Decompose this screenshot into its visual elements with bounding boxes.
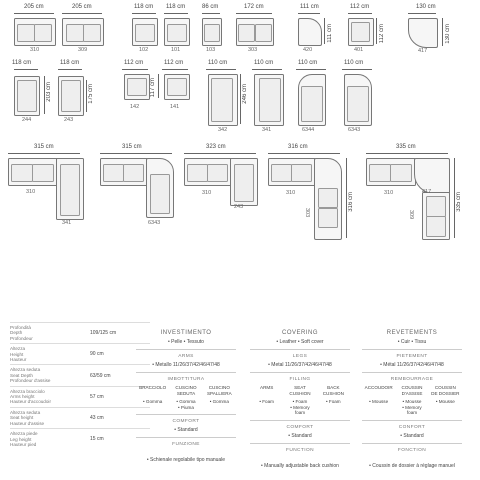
module-102 [132,4,156,56]
spec-row-seat-depth: Altezza seduta Seat Depth Profondeur d'assise 63/59 cm [10,364,150,385]
module-142 [122,60,152,116]
module-code: 243 [234,204,244,210]
module-code: 417 [418,48,428,54]
module-code: 341 [262,127,272,133]
module-code: 420 [303,47,313,53]
function-header: FONCTION [397,447,427,453]
depth-dimension: 246 cm [242,84,248,104]
module-code: 310 [202,190,212,196]
module-103 [202,4,220,56]
composition-310-341 [8,144,94,230]
width-dimension: 205 cm [24,4,44,10]
composition-310-417-309 [366,144,470,240]
width-dimension: 172 cm [244,4,264,10]
module-code: 243 [64,117,74,123]
module-code: 244 [22,117,32,123]
width-dimension: 112 cm [124,60,144,66]
module-303 [236,4,272,56]
width-dimension: 112 cm [164,60,184,66]
width-dimension: 112 cm [350,4,370,10]
module-code: 310 [384,190,394,196]
module-code: 6343 [148,220,161,226]
module-141 [150,60,196,116]
width-dimension: 316 cm [288,144,308,150]
width-dimension: 118 cm [134,4,154,10]
corner-sofa-sketch [298,18,322,46]
module-101 [164,4,188,56]
spec-row-height: Altezza Height Hauteur 90 cm [10,343,150,364]
module-code: 309 [78,47,88,53]
comfort-header: CONFORT [398,424,426,430]
filling-labels: BRACCIOLO CUSCINO SEDUTA CUSCINO SPALLIERA [139,385,232,396]
width-dimension: 315 cm [34,144,54,150]
filling-header: FILLING [289,377,311,382]
module-code: 6343 [348,127,361,133]
covering-header: REVETEMENTS [386,330,438,336]
spec-column-french: REVETEMENTS • Cuir • Tissu PIETEMENT • Métal 11/26/37/42/46/47/48 REMBOURRAGE ACCOUDOIR COUSSIN D'ASSISE COUSSIN DE DOSSIER • Mousse • Mousse • Memory foam • Mousse CONFORT • Standard FONCTION • Coussin de dossier à réglage manuel [362,330,462,469]
module-342 [206,60,246,136]
depth-dimension: 175 cm [88,84,94,104]
function-header: FUNZIONE [172,442,200,448]
width-dimension: 110 cm [254,60,274,66]
spec-column-italian: INVESTIMENTO • Pelle • Tessuto ARMS • Metallo 11/26/37/42/46/47/48 IMBOTTITURA BRACCIOLO CUSCINO SEDUTA CUSCINO SPALLIERA • Gomma • Gomma • Piuma • Gomma COMFORT • Standard FUNZIONE • Schienale regolabile tipo manuale [136,330,236,463]
module-code: 101 [171,47,181,53]
width-dimension: 110 cm [298,60,318,66]
depth-dimension: 316 cm [348,192,354,212]
composition-310-303 [268,144,358,240]
width-dimension: 315 cm [122,144,142,150]
filling-values: • Foam • Foam • Memory foam • Foam [259,399,341,416]
comfort-header: COMFORT [286,424,314,430]
composition-6343 [100,144,180,230]
module-341 [252,60,286,136]
composition-310-243 [184,144,260,230]
module-420 [298,4,340,56]
depth-dimension: 111 cm [327,24,333,43]
module-code: 303 [248,47,258,53]
width-dimension: 118 cm [12,60,32,66]
module-code: 102 [139,47,149,53]
filling-header: IMBOTTITURA [167,377,205,382]
module-code: 141 [170,104,180,110]
module-code: 310 [26,189,36,195]
filling-labels: ARMS SEAT CUSHION BACK CUSHION [260,385,344,396]
module-code: 310 [30,47,40,53]
function-header: FUNCTION [286,447,314,453]
legs-header: ARMS [178,354,194,359]
spec-column-english: COVERING • Leather • Soft cover LEGS • Metal 11/26/37/42/46/47/48 FILLING ARMS SEAT CUSHION BACK CUSHION • Foam • Foam • Memory foam • Foam COMFORT • Standard FUNCTION • Manually adjustable back cushion [250,330,350,469]
dimensions-table [10,322,150,449]
spec-row-depth: Profondità Depth Profondeur 109/125 cm [10,322,150,343]
module-401 [348,4,390,56]
module-code: 6344 [302,127,315,133]
covering-header: COVERING [281,330,318,336]
filling-header: REMBOURRAGE [390,377,434,382]
width-dimension: 86 cm [202,4,219,10]
module-244 [8,60,52,126]
filling-labels: ACCOUDOIR COUSSIN D'ASSISE COUSSIN DE DOSSIER [364,385,460,396]
corner-sofa-sketch [414,158,450,194]
width-dimension: 118 cm [60,60,80,66]
module-code: 310 [286,190,296,196]
comfort-header: COMFORT [172,419,200,425]
module-6344 [292,60,332,136]
width-dimension: 110 cm [208,60,228,66]
module-code: 401 [354,47,364,53]
width-dimension: 118 cm [166,4,186,10]
module-309 [62,4,102,56]
width-dimension: 335 cm [396,144,416,150]
covering-header: INVESTIMENTO [160,330,212,336]
legs-header: PIETEMENT [396,354,428,359]
spec-row-seat-height: Altezza seduta Seat height Hauteur d'assise 43 cm [10,407,150,428]
corner-sofa-sketch [408,18,438,48]
depth-dimension: 130 cm [445,24,451,44]
legs-header: LEGS [292,354,308,359]
module-code: 103 [206,47,216,53]
spec-row-leg-height: Altezza piede Leg height Hauteur pied 15 cm [10,428,150,449]
filling-values: • Gomma • Gomma • Piuma • Gomma [143,399,229,410]
module-code: 341 [62,220,72,226]
width-dimension: 111 cm [300,4,319,10]
width-dimension: 205 cm [72,4,92,10]
module-code: 417 [422,189,432,195]
depth-dimension: 203 cm [46,82,52,102]
module-310 [14,4,54,56]
filling-values: • Mousse • Mousse • Memory foam • Mousse [369,399,455,416]
module-6343 [338,60,378,136]
module-417 [408,4,468,56]
width-dimension: 110 cm [344,60,364,66]
module-code: 342 [218,127,228,133]
depth-dimension: 112 cm [379,24,385,44]
module-code: 309 [408,210,414,220]
width-dimension: 323 cm [206,144,226,150]
module-code: 303 [304,208,310,218]
depth-dimension: 335 cm [456,192,462,212]
depth-dimension: 117 cm [150,78,156,98]
module-code: 142 [130,104,140,110]
spec-row-arms-height: Altezza bracciolo Arms height Hauteur d'accoudoir 57 cm [10,386,150,407]
width-dimension: 130 cm [416,4,436,10]
module-243 [56,60,100,126]
